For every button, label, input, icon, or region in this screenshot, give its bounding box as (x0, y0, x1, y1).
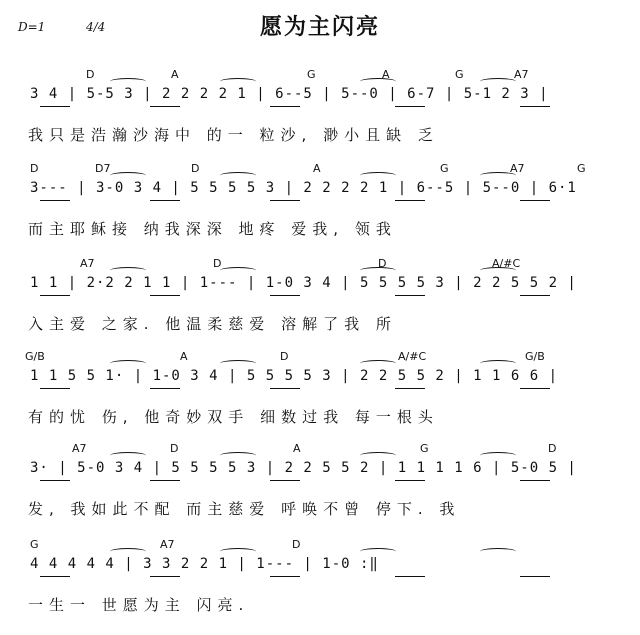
beam-underline (40, 388, 70, 389)
lyrics-line: 发, 我如此不配 而主慈爱 呼唤不曾 停下. 我 (28, 500, 461, 518)
chord-label: D (30, 162, 39, 175)
tie-mark (360, 78, 396, 85)
chord-label: G/B (25, 350, 45, 363)
chord-label: G (577, 162, 586, 175)
chord-label: G (30, 538, 39, 551)
beam-underline (270, 576, 300, 577)
chord-label: A7 (72, 442, 87, 455)
tie-mark (220, 360, 256, 367)
beam-underline (270, 295, 300, 296)
beam-underline (395, 200, 425, 201)
beam-underline (270, 388, 300, 389)
chord-label: G (307, 68, 316, 81)
tie-mark (480, 267, 516, 274)
beam-underline (270, 480, 300, 481)
notation-line: 1 1 | 2·2 2 1 1 | 1--- | 1-0 3 4 | 5 5 5 5 3 | 2 2 5 5 2 | (30, 275, 577, 291)
tie-mark (110, 452, 146, 459)
beam-underline (150, 480, 180, 481)
chord-label: A (171, 68, 179, 81)
beam-underline (395, 295, 425, 296)
chord-label: D (86, 68, 95, 81)
time-signature: 4/4 (86, 20, 106, 34)
chord-label: D (378, 257, 387, 270)
beam-underline (150, 200, 180, 201)
tie-mark (110, 360, 146, 367)
chord-label: G (455, 68, 464, 81)
tie-mark (480, 452, 516, 459)
beam-underline (520, 295, 550, 296)
chord-label: G (440, 162, 449, 175)
beam-underline (40, 576, 70, 577)
chord-label: A (180, 350, 188, 363)
beam-underline (520, 480, 550, 481)
beam-underline (520, 106, 550, 107)
beam-underline (40, 106, 70, 107)
beam-underline (395, 576, 425, 577)
chord-label: A7 (160, 538, 175, 551)
song-title: 愿为主闪亮 (259, 15, 380, 40)
beam-underline (40, 200, 70, 201)
chord-label: D (213, 257, 222, 270)
beam-underline (150, 106, 180, 107)
beam-underline (520, 200, 550, 201)
beam-underline (270, 200, 300, 201)
beam-underline (520, 388, 550, 389)
notation-line: 4 4 4 4 4 | 3 3 2 2 1 | 1--- | 1-0 :‖ (30, 556, 379, 572)
chord-label: D (548, 442, 557, 455)
chord-label: D (280, 350, 289, 363)
chord-label: D (191, 162, 200, 175)
beam-underline (520, 576, 550, 577)
notation-line: 1 1 5 5 1· | 1-0 3 4 | 5 5 5 5 3 | 2 2 5 5 2 | 1 1 6 6 | (30, 368, 559, 384)
chord-label: A/#C (492, 257, 521, 270)
notation-line: 3--- | 3-0 3 4 | 5 5 5 5 3 | 2 2 2 2 1 | 6--5 | 5--0 | 6·1 (30, 180, 577, 196)
beam-underline (270, 106, 300, 107)
chord-label: A7 (80, 257, 95, 270)
beam-underline (150, 576, 180, 577)
tie-mark (480, 78, 516, 85)
tie-mark (110, 548, 146, 555)
beam-underline (150, 295, 180, 296)
tie-mark (110, 78, 146, 85)
chord-label: A7 (514, 68, 529, 81)
lyrics-line: 我只是浩瀚沙海中 的一 粒沙, 渺小且缺 乏 (28, 126, 439, 144)
beam-underline (395, 480, 425, 481)
tie-mark (480, 548, 516, 555)
lyrics-line: 入主爱 之家. 他温柔慈爱 溶解了我 所 (28, 315, 397, 333)
tie-mark (220, 78, 256, 85)
chord-label: A (313, 162, 321, 175)
tie-mark (360, 360, 396, 367)
tie-mark (360, 452, 396, 459)
chord-label: A (382, 68, 390, 81)
chord-label: D (292, 538, 301, 551)
notation-line: 3· | 5-0 3 4 | 5 5 5 5 3 | 2 2 5 5 2 | 1 1 1 1 6 | 5-0 5 | (30, 460, 577, 476)
tie-mark (220, 548, 256, 555)
chord-label: G/B (525, 350, 545, 363)
tie-mark (220, 267, 256, 274)
tie-mark (360, 548, 396, 555)
tie-mark (360, 267, 396, 274)
tie-mark (480, 172, 516, 179)
beam-underline (395, 388, 425, 389)
key-signature: D=1 (18, 20, 46, 34)
lyrics-line: 一生一 世愿为主 闪亮. (28, 596, 250, 614)
lyrics-line: 有的忧 伤, 他奇妙双手 细数过我 每一根头 (28, 408, 439, 426)
tie-mark (110, 172, 146, 179)
chord-label: A (293, 442, 301, 455)
chord-label: D (170, 442, 179, 455)
tie-mark (480, 360, 516, 367)
chord-label: D7 (95, 162, 111, 175)
chord-label: G (420, 442, 429, 455)
lyrics-line: 而主耶稣接 纳我深深 地疼 爱我, 领我 (28, 220, 397, 238)
beam-underline (40, 295, 70, 296)
tie-mark (110, 267, 146, 274)
notation-line: 3 4 | 5-5 3 | 2 2 2 2 1 | 6--5 | 5--0 | 6-7 | 5-1 2 3 | (30, 86, 549, 102)
chord-label: A7 (510, 162, 525, 175)
beam-underline (395, 106, 425, 107)
chord-label: A/#C (398, 350, 427, 363)
beam-underline (150, 388, 180, 389)
tie-mark (220, 172, 256, 179)
beam-underline (40, 480, 70, 481)
tie-mark (360, 172, 396, 179)
tie-mark (220, 452, 256, 459)
